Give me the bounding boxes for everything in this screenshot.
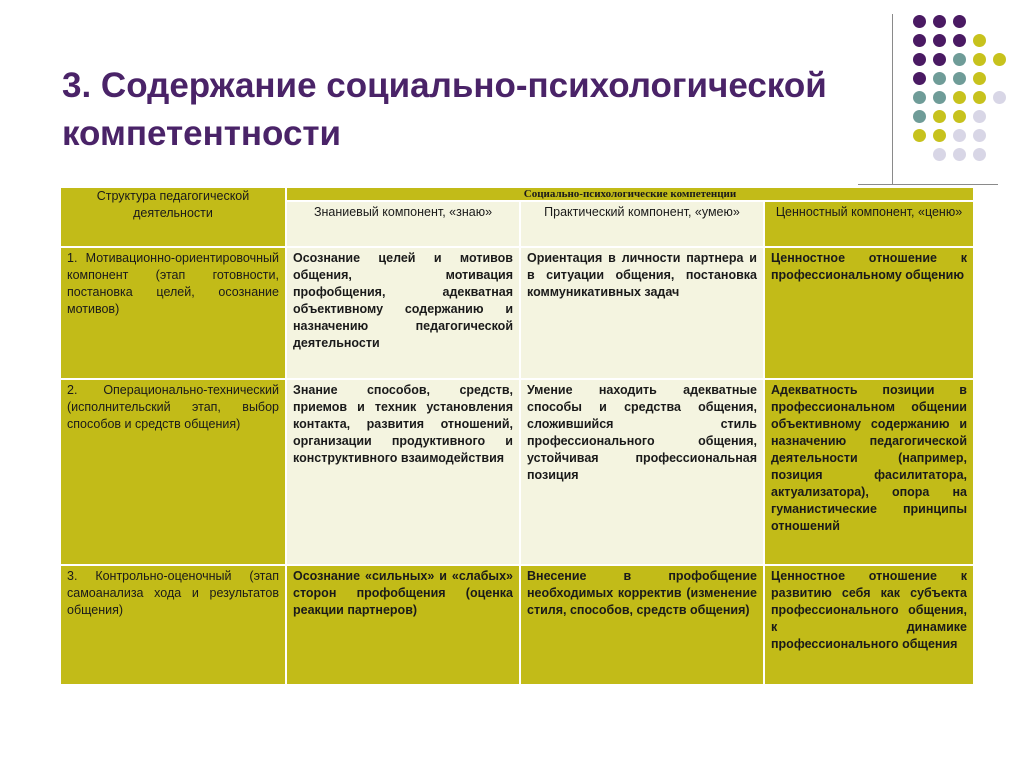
decor-divider-horizontal [858, 184, 998, 185]
decor-dot [953, 72, 966, 85]
decor-dot [913, 15, 926, 28]
decor-dot [933, 148, 946, 161]
cell-knowledge: Осознание целей и мотивов общения, мотивация профобщения, адекватная объективному содержанию и назначению педагогической деятельности [286, 247, 520, 379]
decor-dot [973, 72, 986, 85]
header-knowledge: Знаниевый компонент, «знаю» [286, 201, 520, 247]
decor-dot [953, 129, 966, 142]
decor-dot [913, 34, 926, 47]
decor-dot [993, 53, 1006, 66]
decor-divider-vertical [892, 14, 893, 184]
decor-dot [953, 15, 966, 28]
header-structure: Структура педагогической деятельности [60, 187, 286, 247]
decor-dot [913, 53, 926, 66]
decor-dot [953, 91, 966, 104]
cell-practical: Ориентация в личности партнера и в ситуации общения, постановка коммуникативных задач [520, 247, 764, 379]
slide-title: 3. Содержание социально-психологической компетентности [62, 66, 827, 153]
decor-dot [953, 53, 966, 66]
table-row [60, 565, 974, 685]
decor-dot [933, 72, 946, 85]
decor-dot [973, 34, 986, 47]
decor-dot [933, 129, 946, 142]
decor-dot [973, 148, 986, 161]
decor-dot [953, 148, 966, 161]
decor-dot [953, 34, 966, 47]
decor-dot [973, 129, 986, 142]
decor-dot [973, 110, 986, 123]
header-competences-group: Социально-психологические компетенции [286, 187, 974, 201]
cell-stage: 1. Мотивационно-ориентировочный компонент (этап готовности, постановка целей, осознание мотивов) [60, 247, 286, 379]
competence-table [59, 186, 975, 686]
decor-dot [933, 53, 946, 66]
decor-dot [913, 91, 926, 104]
decor-dot [913, 110, 926, 123]
decor-dot [973, 53, 986, 66]
decor-dot [913, 129, 926, 142]
cell-knowledge: Знание способов, средств, приемов и техник установления контакта, развития отношений, организации продуктивного и конструктивного взаимодействия [286, 379, 520, 565]
cell-stage: 3. Контрольно-оценочный (этап самоанализа хода и результатов общения) [60, 565, 286, 685]
decor-dot [973, 91, 986, 104]
decor-dot [913, 72, 926, 85]
decor-dot [933, 34, 946, 47]
cell-value: Ценностное отношение к развитию себя как субъекта профессионального общения, к динамике профессионального общения [764, 565, 974, 685]
decor-dot [933, 110, 946, 123]
cell-knowledge: Осознание «сильных» и «слабых» сторон профобщения (оценка реакции партнеров) [286, 565, 520, 685]
table-row [60, 379, 974, 565]
header-value: Ценностный компонент, «ценю» [764, 201, 974, 247]
cell-value: Адекватность позиции в профессиональном общении объективному содержанию и назначению педагогической деятельности (например, позиция фасилитатора, актуализатора), опора на гуманистические принципы отношений [764, 379, 974, 565]
decor-dot [933, 91, 946, 104]
cell-value: Ценностное отношение к профессиональному общению [764, 247, 974, 379]
table-header-row [60, 187, 974, 201]
cell-practical: Умение находить адекватные способы и средства общения, сложившийся стиль профессионального общения, устойчивая профессиональная позиция [520, 379, 764, 565]
decor-dot [993, 91, 1006, 104]
cell-stage: 2. Операционально-технический (исполнительский этап, выбор способов и средств общения) [60, 379, 286, 565]
table-row [60, 247, 974, 379]
decor-dot [953, 110, 966, 123]
cell-practical: Внесение в профобщение необходимых корректив (изменение стиля, способов, средств общения) [520, 565, 764, 685]
header-practical: Практический компонент, «умею» [520, 201, 764, 247]
decor-dot [933, 15, 946, 28]
